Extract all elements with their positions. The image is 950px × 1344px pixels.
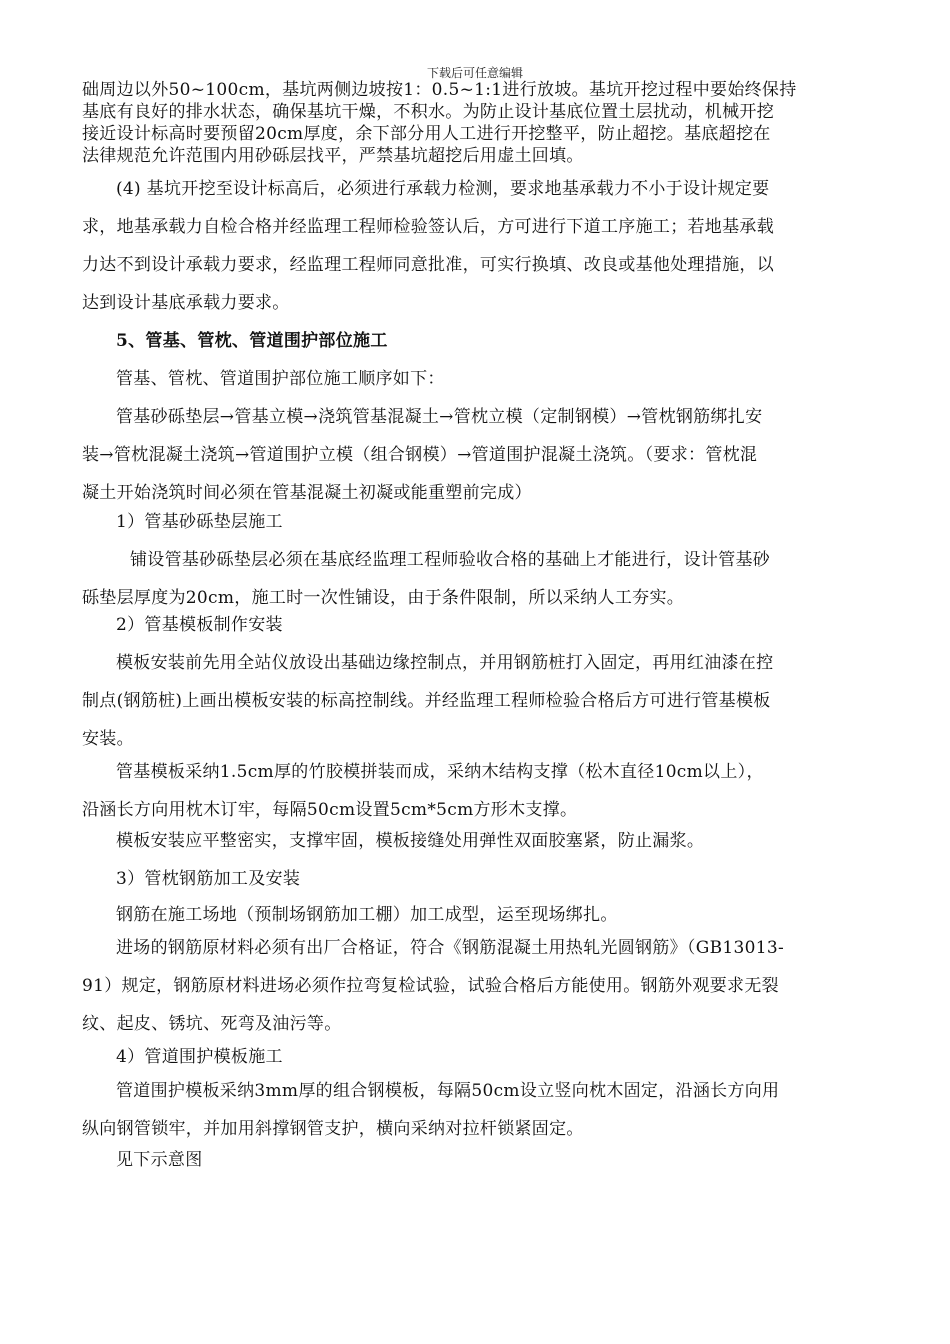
paragraph-sub4 — [82, 1072, 872, 1148]
text-line: 管基模板采纳1.5cm厚的竹胶模拼装而成，采纳木结构支撑（松木直径10cm以上）， — [116, 762, 764, 782]
header-note: 下载后可任意编辑 — [426, 66, 523, 80]
text-line: 安装。 — [82, 729, 134, 749]
paragraph-sub2-c: 模板安装应平整密实，支撑牢固，模板接缝处用弹性双面胶塞紧，防止漏浆。 — [116, 831, 705, 851]
paragraph-sequence — [82, 398, 872, 512]
text-line: 接近设计标高时要预留20cm厚度，余下部分用人工进行开挖整平，防止超挖。基底超挖在 — [82, 124, 771, 144]
paragraph-sub3-b — [82, 929, 872, 1043]
text-line: 凝土开始浇筑时间必须在管基混凝土初凝或能重塑前完成） — [82, 483, 532, 503]
text-line: 91）规定，钢筋原材料进场必须作拉弯复检试验，试验合格后方能使用。钢筋外观要求无裂 — [82, 976, 779, 996]
paragraph-continuation — [82, 79, 872, 167]
text-line: (4) 基坑开挖至设计标高后，必须进行承载力检测，要求地基承载力不小于设计规定要 — [116, 179, 770, 199]
subsection-title: 1）管基砂砾垫层施工 — [116, 512, 283, 532]
paragraph-sub3-a: 钢筋在施工场地（预制场钢筋加工棚）加工成型，运至现场绑扎。 — [116, 905, 618, 925]
section-heading: 5、管基、管枕、管道围护部位施工 — [116, 331, 388, 351]
text-line: 模板安装前先用全站仪放设出基础边缘控制点，并用钢筋桩打入固定，再用红油漆在控 — [116, 653, 774, 673]
text-line: 力达不到设计承载力要求，经监理工程师同意批准，可实行换填、改良或基他处理措施，以 — [82, 255, 774, 275]
text-line: 法律规范允许范围内用砂砾层找平，严禁基坑超挖后用虚土回填。 — [82, 146, 584, 166]
subsection-title: 2）管基模板制作安装 — [116, 615, 283, 635]
see-below-note: 见下示意图 — [116, 1150, 203, 1170]
text-line: 制点(钢筋桩)上画出模板安装的标高控制线。并经监理工程师检验合格后方可进行管基模板 — [82, 691, 771, 711]
text-line: 管道围护模板采纳3mm厚的组合钢模板，每隔50cm设立竖向枕木固定，沿涵长方向用 — [116, 1081, 780, 1101]
text-line: 础周边以外50~100cm，基坑两侧边坡按1：0.5~1:1进行放坡。基坑开挖过程中要始终保持 — [82, 80, 797, 100]
text-line: 纵向钢管锁牢，并加用斜撑钢管支护，横向采纳对拉杆锁紧固定。 — [82, 1119, 584, 1139]
text-line: 铺设管基砂砾垫层必须在基底经监理工程师验收合格的基础上才能进行，设计管基砂 — [130, 550, 771, 570]
paragraph-sub2-a — [82, 644, 872, 758]
subsection-title: 4）管道围护模板施工 — [116, 1047, 283, 1067]
text-line: 求，地基承载力自检合格并经监理工程师检验签认后，方可进行下道工序施工；若地基承载 — [82, 217, 774, 237]
text-line: 管基砂砾垫层→管基立模→浇筑管基混凝土→管枕立模（定制钢模）→管枕钢筋绑扎安 — [116, 407, 763, 427]
text-line: 进场的钢筋原材料必须有出厂合格证，符合《钢筋混凝土用热轧光圆钢筋》（GB13013- — [116, 938, 784, 958]
paragraph-item-4 — [82, 170, 872, 322]
text-line: 纹、起皮、锈坑、死弯及油污等。 — [82, 1014, 342, 1034]
section-intro: 管基、管枕、管道围护部位施工顺序如下： — [116, 369, 445, 389]
text-line: 达到设计基底承载力要求。 — [82, 293, 290, 313]
text-line: 装→管枕混凝土浇筑→管道围护立模（组合钢模）→管道围护混凝土浇筑。（要求：管枕混 — [82, 445, 758, 465]
paragraph-sub2-b — [82, 753, 872, 829]
subsection-title: 3）管枕钢筋加工及安装 — [116, 869, 301, 889]
text-line: 砾垫层厚度为20cm，施工时一次性铺设，由于条件限制，所以采纳人工夯实。 — [82, 588, 685, 608]
text-line: 基底有良好的排水状态，确保基坑干燥，不积水。为防止设计基底位置土层扰动，机械开挖 — [82, 102, 774, 122]
text-line: 沿涵长方向用枕木订牢，每隔50cm设置5cm*5cm方形木支撑。 — [82, 800, 578, 820]
